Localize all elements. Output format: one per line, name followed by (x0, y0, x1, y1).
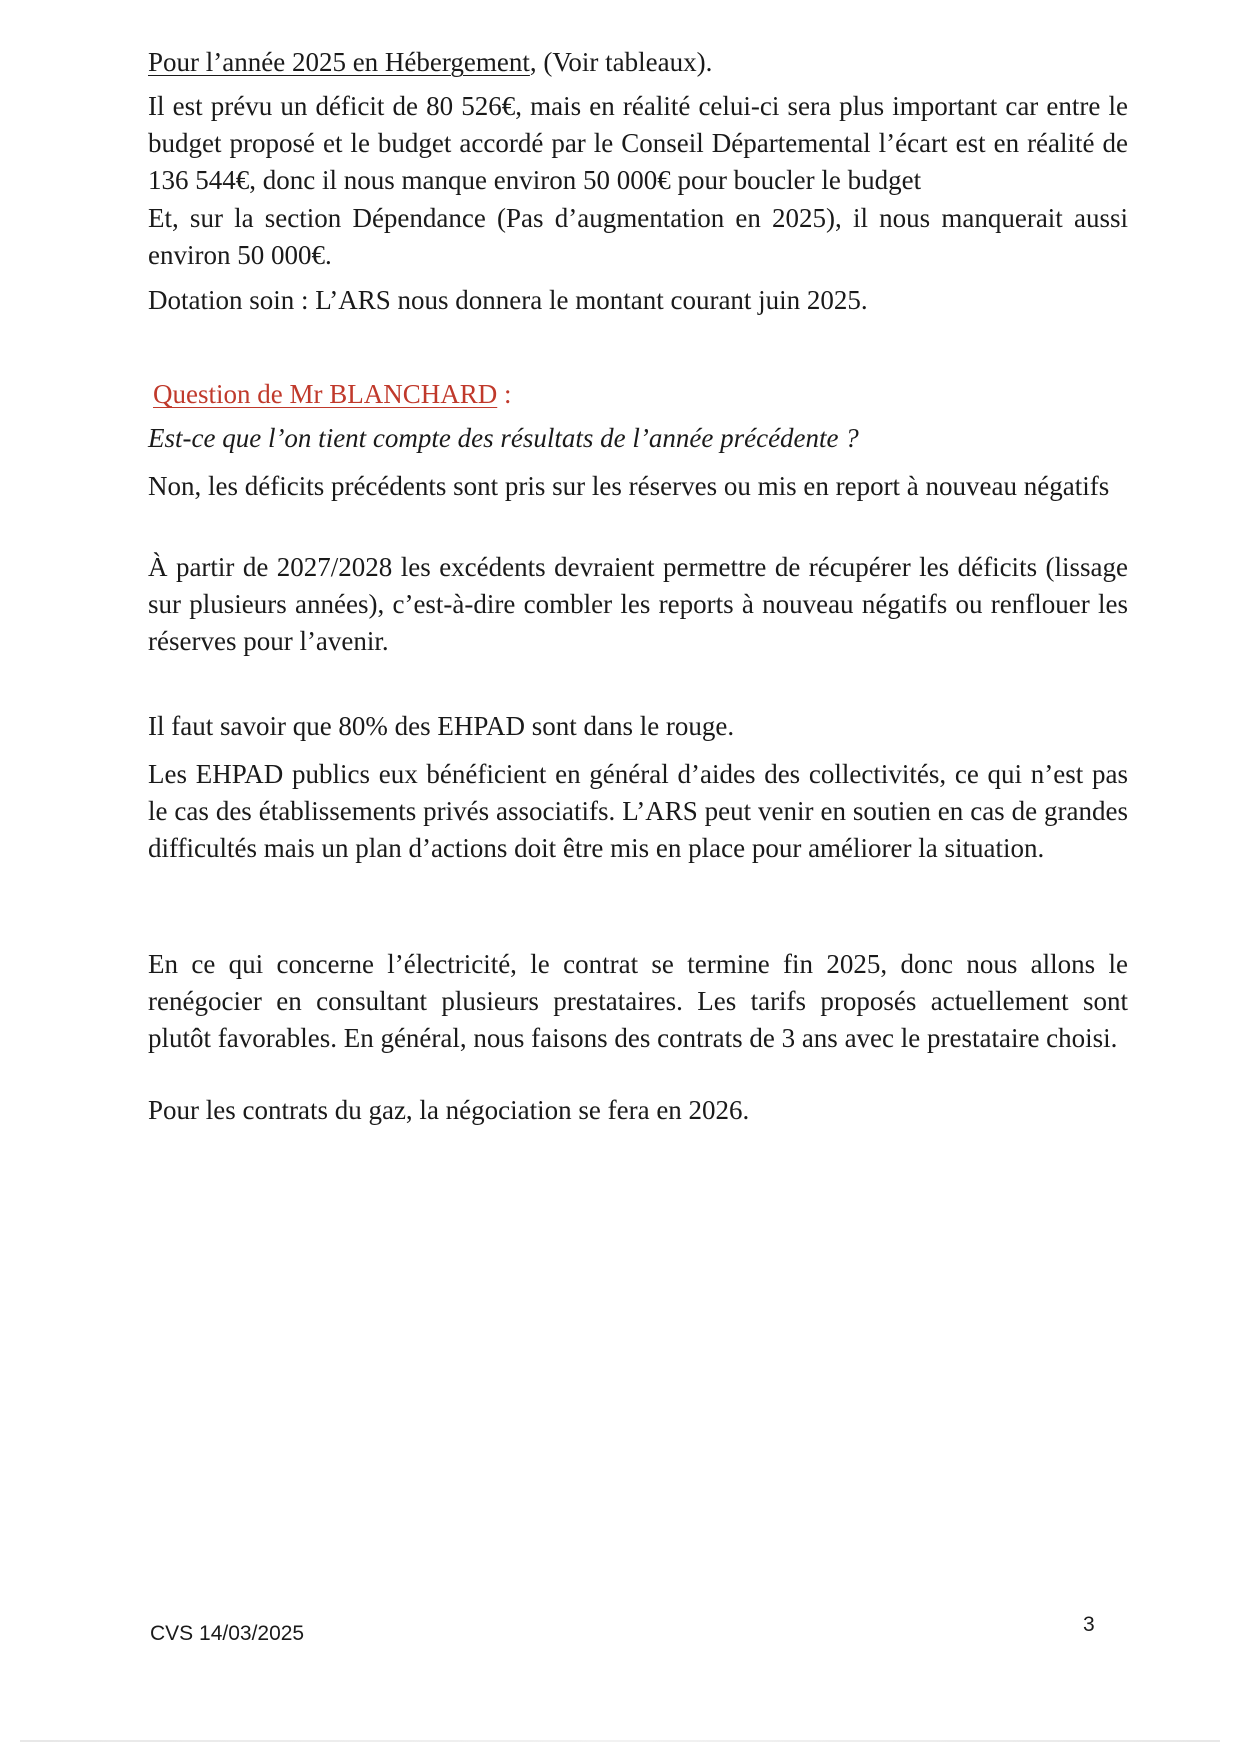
hebergement-heading-rest: , (Voir tableaux). (529, 47, 713, 77)
electricite-paragraph: En ce qui concerne l’électricité, le contrat se termine fin 2025, donc nous allons le renégocier en consultant plusieurs prestataires. Les tarifs proposés actuellement sont plutôt favorables. En général, nous faisons des contrats de 3 ans avec le prestataire choisi. (148, 949, 1128, 1053)
scan-edge-divider (20, 1740, 1220, 1742)
question-label-underlined: Question de Mr BLANCHARD (153, 379, 498, 409)
question-label (153, 376, 1133, 413)
hebergement-heading (148, 44, 1128, 81)
gaz-paragraph: Pour les contrats du gaz, la négociation se fera en 2026. (148, 1095, 750, 1125)
footer-page-number: 3 (1083, 1613, 1095, 1636)
hebergement-heading-underlined: Pour l’année 2025 en Hébergement (148, 47, 530, 77)
dotation-soin-paragraph: Dotation soin : L’ARS nous donnera le montant courant juin 2025. (148, 285, 868, 315)
question-label-rest: : (497, 379, 512, 409)
ehpad-paragraph-1: Il faut savoir que 80% des EHPAD sont dans le rouge. (148, 711, 735, 741)
dependance-paragraph: Et, sur la section Dépendance (Pas d’augmentation en 2025), il nous manquerait aussi environ 50 000€. (148, 203, 1128, 270)
question-text: Est-ce que l’on tient compte des résultats de l’année précédente ? (148, 423, 859, 453)
footer-document-ref: CVS 14/03/2025 (150, 1622, 305, 1645)
ehpad-paragraph-2: Les EHPAD publics eux bénéficient en général d’aides des collectivités, ce qui n’est pas le cas des établissements privés associatifs. L’ARS peut venir en soutien en cas de grandes difficultés mais un plan d’actions doit être mis en place pour améliorer la situation. (148, 759, 1128, 863)
deficit-paragraph: Il est prévu un déficit de 80 526€, mais en réalité celui-ci sera plus important car entre le budget proposé et le budget accordé par le Conseil Départemental l’écart est en réalité de 136 544€, donc il nous manque environ 50 000€ pour boucler le budget (148, 91, 1128, 195)
answer-paragraph-2: À partir de 2027/2028 les excédents devraient permettre de récupérer les déficits (lissage sur plusieurs années), c’est-à-dire combler les reports à nouveau négatifs ou renflouer les réserves pour l’avenir. (148, 552, 1128, 656)
answer-paragraph-1: Non, les déficits précédents sont pris sur les réserves ou mis en report à nouveau négatifs (148, 471, 1110, 501)
